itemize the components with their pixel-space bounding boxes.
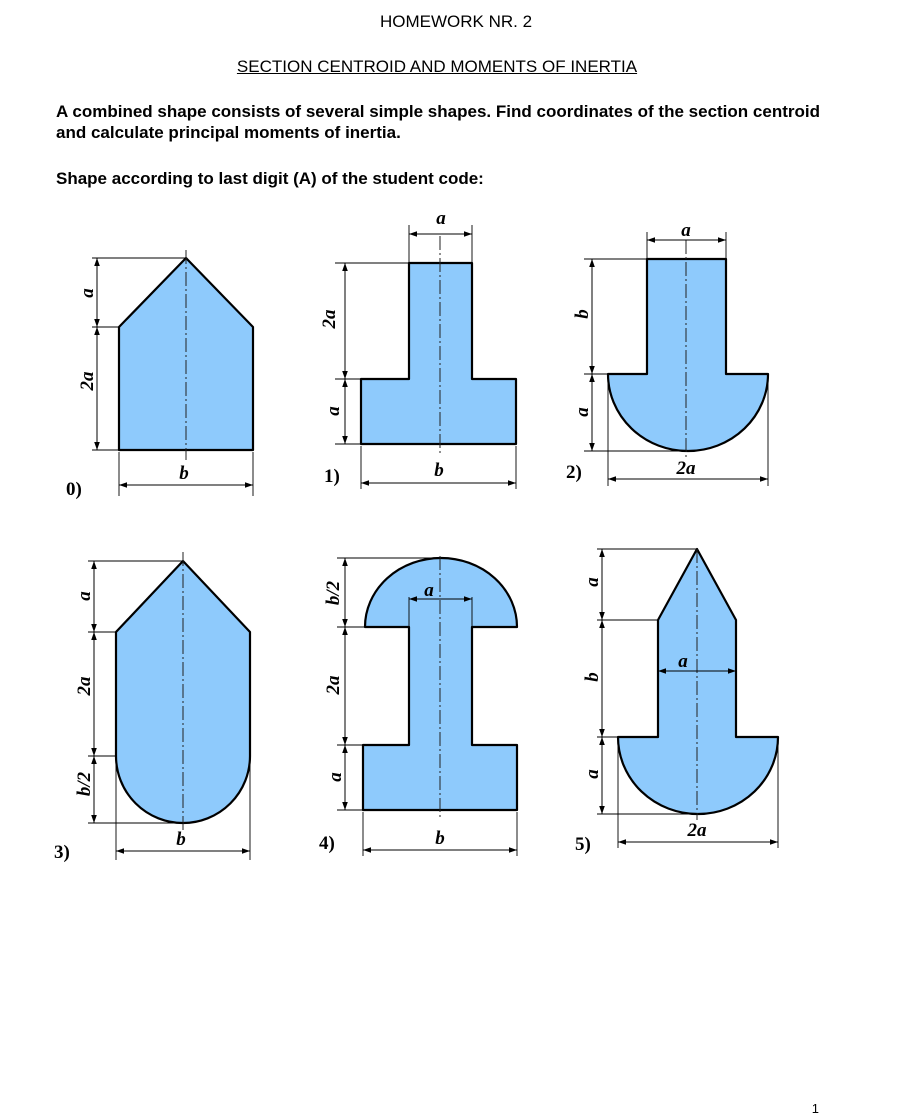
figure-4-dim-middle: 2a <box>323 675 344 695</box>
figure-2-number: 2) <box>566 462 582 483</box>
figure-3-dim-lower: b/2 <box>74 771 95 797</box>
figure-3-dim-top: a <box>74 591 95 601</box>
figure-5-number: 5) <box>575 834 591 855</box>
figure-4-dim-inner: a <box>424 580 434 601</box>
figure-5-shape <box>618 549 778 814</box>
figure-2-dim-upper: b <box>572 309 593 319</box>
figure-5-dim-inner: a <box>678 651 688 672</box>
figure-1-dim-top: a <box>436 208 446 229</box>
figure-4-dim-cap: b/2 <box>323 580 344 606</box>
shape-instruction: Shape according to last digit (A) of the student code: <box>56 169 484 188</box>
figure-0-number: 0) <box>66 479 82 500</box>
figure-3-number: 3) <box>54 842 70 863</box>
figure-3-dim-middle: 2a <box>74 676 95 696</box>
figure-5-dim-bottom: 2a <box>687 820 707 841</box>
page-title: HOMEWORK NR. 2 <box>379 12 533 31</box>
figure-2 <box>566 220 768 486</box>
figure-1-dim-lower: a <box>323 406 344 416</box>
page-number: 1 <box>811 1101 819 1116</box>
figure-5-dim-lower: a <box>582 769 603 779</box>
figure-3-dim-bottom: b <box>176 829 186 850</box>
figure-0-dim-top: a <box>77 288 98 298</box>
figure-2-dim-bottom: 2a <box>676 458 696 479</box>
figure-1-number: 1) <box>324 466 340 487</box>
task-description: A combined shape consists of several simple shapes. Find coordinates of the section centroid and calculate principal moments of inertia. <box>56 102 820 142</box>
figure-2-dim-top: a <box>681 220 691 241</box>
figure-4-number: 4) <box>319 833 335 854</box>
figure-1-dim-upper: 2a <box>319 309 340 329</box>
figure-5-dim-top: a <box>582 577 603 587</box>
figure-3 <box>54 552 250 863</box>
figure-0 <box>66 250 253 500</box>
page-subtitle: SECTION CENTROID AND MOMENTS OF INERTIA <box>236 57 638 76</box>
figure-1 <box>319 208 516 489</box>
figure-0-dim-side: 2a <box>77 371 98 391</box>
figure-2-dim-lower: a <box>572 407 593 417</box>
figure-5 <box>575 549 778 855</box>
figure-2-shape <box>608 259 768 451</box>
figure-0-dim-bottom: b <box>179 463 189 484</box>
figure-1-dim-bottom: b <box>434 460 444 481</box>
figure-1-shape <box>361 263 516 444</box>
figure-5-dim-middle: b <box>582 672 603 682</box>
figure-4 <box>319 556 517 856</box>
figure-4-dim-bottom: b <box>435 828 445 849</box>
figure-4-dim-lower: a <box>325 772 346 782</box>
